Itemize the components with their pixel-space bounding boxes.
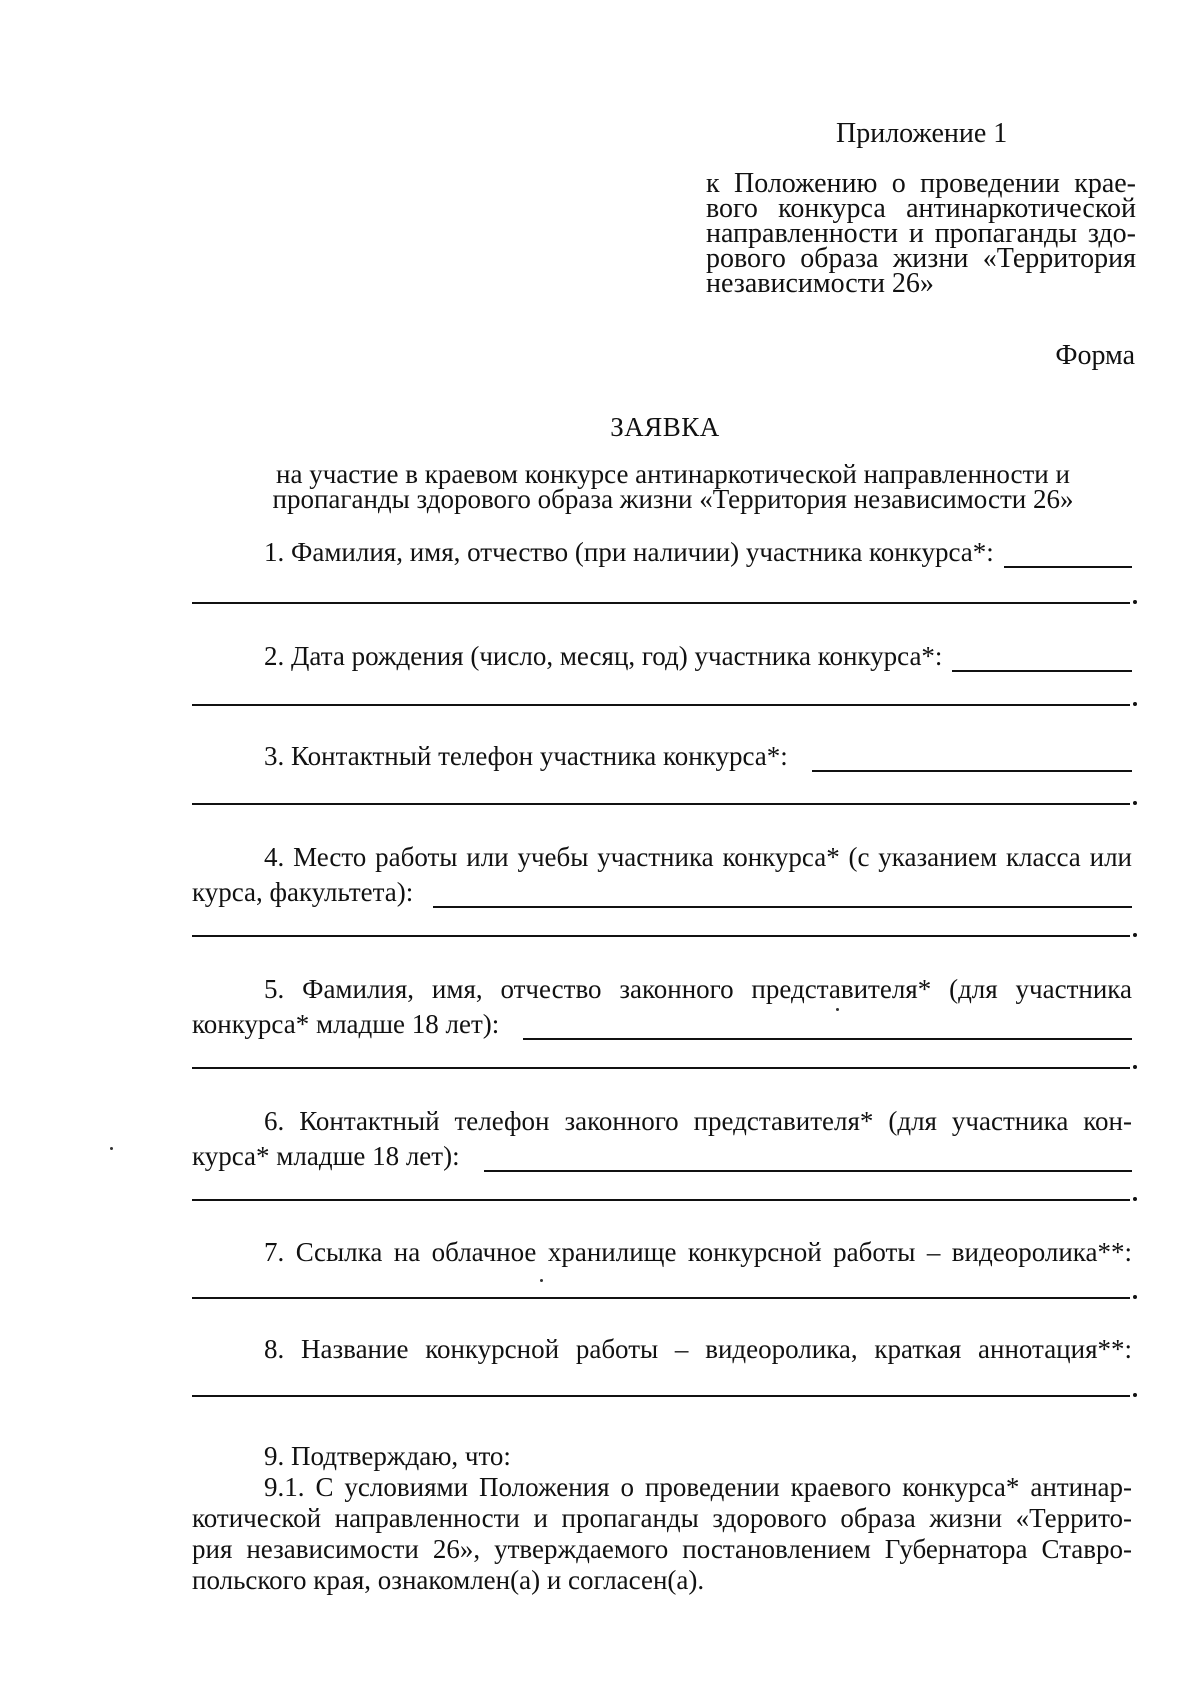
workplace-input-line[interactable] bbox=[433, 880, 1132, 908]
line-end-dot bbox=[1133, 933, 1137, 937]
field-phone bbox=[192, 740, 1132, 772]
line-end-dot bbox=[1133, 600, 1137, 604]
line-end-dot bbox=[1133, 1065, 1137, 1069]
field-label: 3. Контактный телефон участника конкурса*: bbox=[264, 741, 788, 771]
birth-date-input-line[interactable] bbox=[952, 644, 1132, 672]
line-end-dot bbox=[1133, 801, 1137, 805]
field-label: курса, факультета): bbox=[192, 877, 414, 907]
full-name-input-line[interactable] bbox=[1004, 540, 1132, 568]
field-guardian-name bbox=[192, 1008, 1132, 1040]
scan-speck bbox=[110, 1147, 113, 1150]
appendix-line: вого конкурса антинаркотической bbox=[706, 193, 1136, 224]
confirmation-heading: 9. Подтверждаю, что: bbox=[264, 1441, 511, 1471]
document-subtitle bbox=[248, 459, 1098, 514]
field-workplace-line1 bbox=[192, 841, 1132, 873]
field-full-name bbox=[192, 536, 1132, 568]
form-label: Форма bbox=[1055, 340, 1135, 371]
field-label: 2. Дата рождения (число, месяц, год) участника конкурса*: bbox=[264, 641, 943, 671]
cloud-link-input-line[interactable] bbox=[192, 1297, 1130, 1299]
guardian-name-input-line[interactable] bbox=[523, 1012, 1132, 1040]
confirmation-section bbox=[192, 1441, 1132, 1596]
confirmation-line: котической направленности и пропаганды здорового образа жизни «Террито- bbox=[192, 1503, 1132, 1533]
appendix-line: независимости 26» bbox=[706, 268, 934, 299]
guardian-phone-input-line[interactable] bbox=[484, 1144, 1132, 1172]
field-work-title bbox=[192, 1333, 1132, 1365]
field-workplace bbox=[192, 876, 1132, 908]
phone-input-line[interactable] bbox=[812, 744, 1132, 772]
confirmation-line: рия независимости 26», утверждаемого постановлением Губернатора Ставро- bbox=[192, 1534, 1132, 1564]
confirmation-line: 9.1. С условиями Положения о проведении краевого конкурса* антинар- bbox=[264, 1472, 1132, 1502]
confirmation-line: польского края, ознакомлен(а) и согласен(а). bbox=[192, 1565, 705, 1595]
field-guardian-phone-line1 bbox=[192, 1105, 1132, 1137]
appendix-line: направленности и пропаганды здо- bbox=[706, 218, 1136, 249]
subtitle-line: пропаганды здорового образа жизни «Территория независимости 26» bbox=[272, 484, 1074, 514]
field-guardian-name-line1 bbox=[192, 973, 1132, 1005]
field-label: 4. Место работы или учебы участника конкурса* (с указанием класса или bbox=[264, 842, 1132, 872]
phone-continuation-line[interactable] bbox=[192, 803, 1130, 805]
field-label: 1. Фамилия, имя, отчество (при наличии) участника конкурса*: bbox=[264, 537, 994, 567]
field-birth-date bbox=[192, 640, 1132, 672]
field-label: конкурса* младше 18 лет): bbox=[192, 1009, 500, 1039]
subtitle-line: на участие в краевом конкурсе антинаркотической направленности и bbox=[276, 459, 1070, 489]
field-cloud-link bbox=[192, 1236, 1132, 1268]
scan-speck bbox=[540, 1279, 543, 1282]
line-end-dot bbox=[1133, 1295, 1137, 1299]
full-name-continuation-line[interactable] bbox=[192, 602, 1130, 604]
appendix-title: Приложение 1 bbox=[836, 118, 1008, 149]
line-end-dot bbox=[1133, 1393, 1137, 1397]
appendix-line: к Положению о проведении крае- bbox=[706, 168, 1136, 199]
appendix-reference bbox=[706, 168, 1136, 299]
line-end-dot bbox=[1133, 1197, 1137, 1201]
field-guardian-phone bbox=[192, 1140, 1132, 1172]
document-heading: ЗАЯВКА bbox=[610, 412, 720, 442]
field-label: 7. Ссылка на облачное хранилище конкурсной работы – видеоролика**: bbox=[264, 1237, 1132, 1267]
field-label: курса* младше 18 лет): bbox=[192, 1141, 460, 1171]
scan-speck bbox=[836, 1008, 839, 1011]
line-end-dot bbox=[1133, 702, 1137, 706]
appendix-line: рового образа жизни «Территория bbox=[706, 243, 1136, 274]
field-label: 6. Контактный телефон законного представителя* (для участника кон- bbox=[264, 1106, 1132, 1136]
field-label: 5. Фамилия, имя, отчество законного представителя* (для участника bbox=[264, 974, 1132, 1004]
guardian-name-continuation-line[interactable] bbox=[192, 1067, 1130, 1069]
field-label: 8. Название конкурсной работы – видеоролика, краткая аннотация**: bbox=[264, 1334, 1132, 1364]
work-title-input-line[interactable] bbox=[192, 1395, 1130, 1397]
guardian-phone-continuation-line[interactable] bbox=[192, 1199, 1130, 1201]
birth-date-continuation-line[interactable] bbox=[192, 704, 1130, 706]
workplace-continuation-line[interactable] bbox=[192, 935, 1130, 937]
